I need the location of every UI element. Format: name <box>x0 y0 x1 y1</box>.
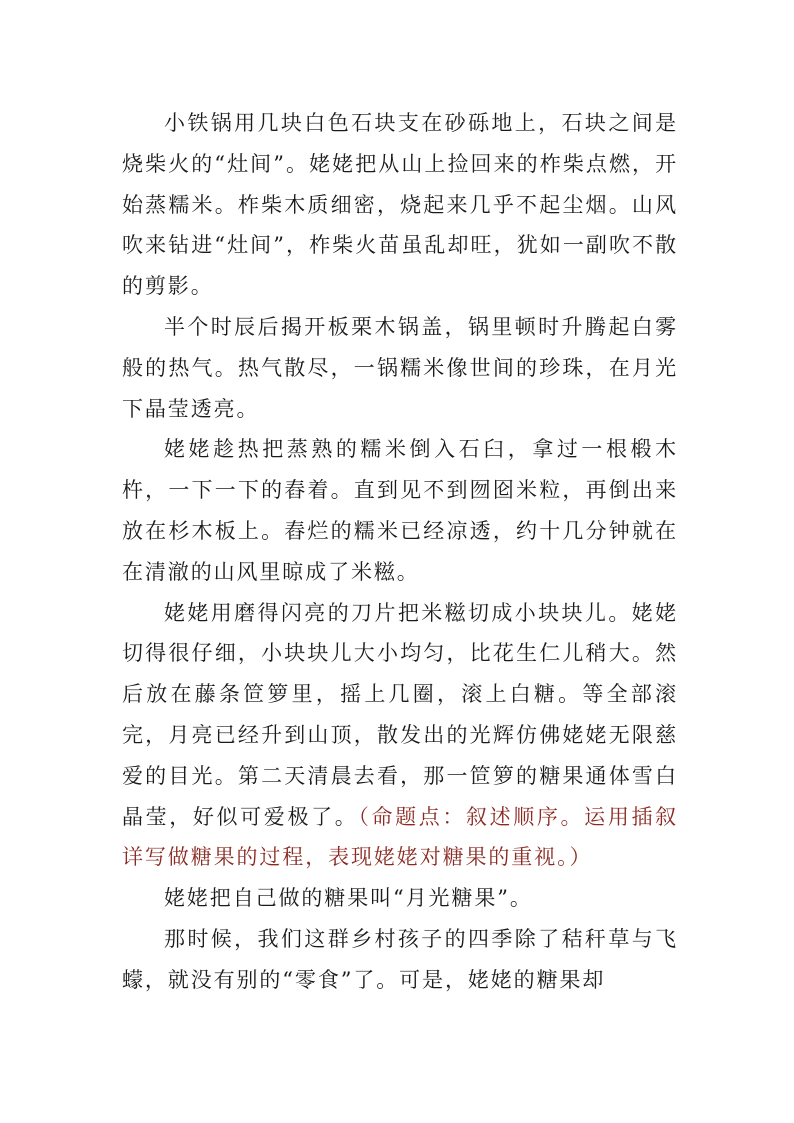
paragraph-3 <box>122 429 678 592</box>
paragraph-5 <box>122 878 678 919</box>
paragraph-text: 姥姥用磨得闪亮的刀片把米糍切成小块块儿。姥姥切得很仔细，小块块儿大小均匀，比花生仁儿稍大。然后放在藤条笸箩里，摇上几圈，滚上白糖。等全部滚完，月亮已经升到山顶，散发出的光辉仿佛姥姥无限慈爱的目光。第二天清晨去看，那一笸箩的糖果通体雪白晶莹，好似可爱极了。 <box>122 600 678 829</box>
paragraph-text: 小铁锅用几块白色石块支在砂砾地上，石块之间是烧柴火的“灶间”。姥姥把从山上捡回来的柞柴点燃，开始蒸糯米。柞柴木质细密，烧起来几乎不起尘烟。山风吹来钻进“灶间”，柞柴火苗虽乱却旺，犹如一副吹不散的剪影。 <box>122 111 678 299</box>
paragraph-4 <box>122 593 678 879</box>
paragraph-2 <box>122 307 678 429</box>
document-page <box>122 103 678 1001</box>
paragraph-text: 那时候，我们这群乡村孩子的四季除了秸秆草与飞蠓，就没有别的“零食”了。可是，姥姥的糖果却 <box>122 926 678 992</box>
paragraph-1 <box>122 103 678 307</box>
paragraph-text: 半个时辰后揭开板栗木锅盖，锅里顿时升腾起白雾般的热气。热气散尽，一锅糯米像世间的珍珠，在月光下晶莹透亮。 <box>122 314 678 421</box>
paragraph-text: 姥姥趁热把蒸熟的糯米倒入石臼，拿过一根椴木杵，一下一下的舂着。直到见不到囫囵米粒，再倒出来放在杉木板上。舂烂的糯米已经凉透，约十几分钟就在在清澈的山风里晾成了米糍。 <box>122 437 678 584</box>
paragraph-text: 姥姥把自己做的糖果叫“月光糖果”。 <box>164 886 533 911</box>
annotation-note: （命题点：叙述顺序。运用插叙详写做糖果的过程，表现姥姥对糖果的重视。） <box>122 804 678 870</box>
paragraph-6 <box>122 919 678 1001</box>
